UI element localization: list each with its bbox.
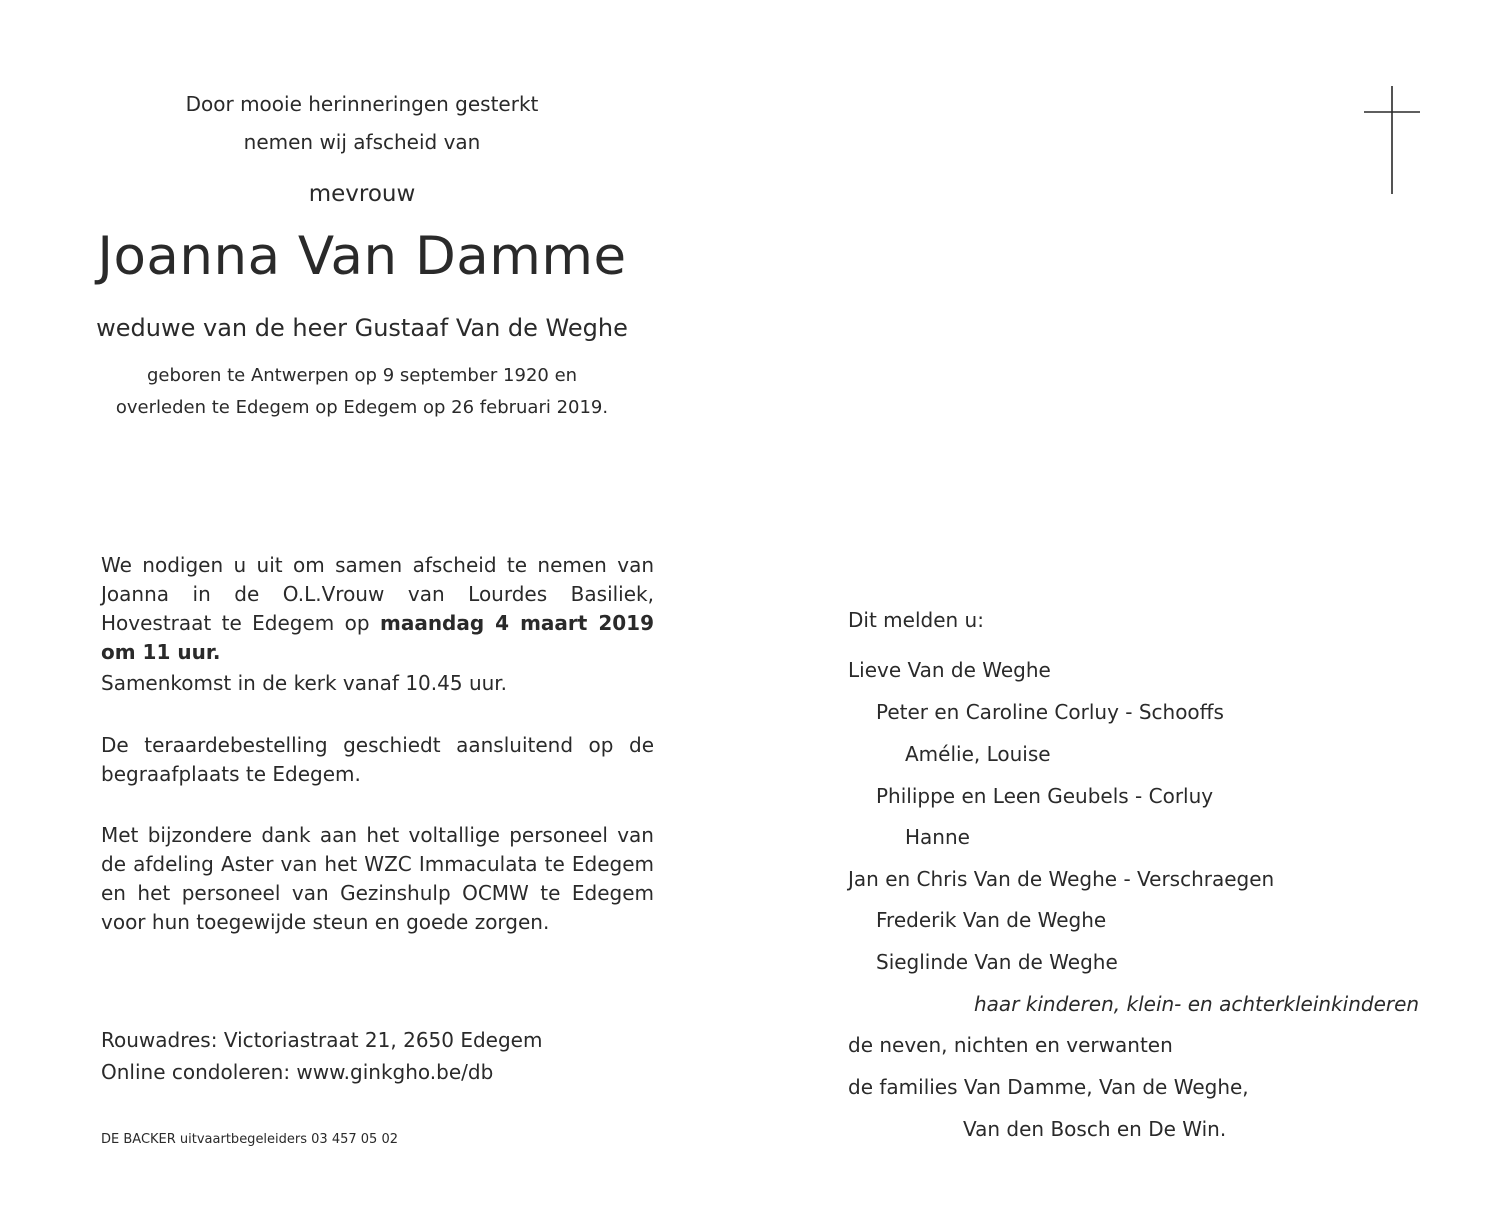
- family-line: Philippe en Leen Geubels - Corluy: [876, 784, 1214, 808]
- family-line: de neven, nichten en verwanten: [848, 1033, 1173, 1057]
- announcement-title: Dit melden u:: [848, 608, 984, 632]
- ceremony-date: maandag 4 maart 2019 om 11 uur.: [101, 611, 654, 664]
- birth-line: geboren te Antwerpen op 9 september 1920 en: [146, 365, 578, 386]
- family-line: Hanne: [905, 825, 970, 849]
- family-line: Sieglinde Van de Weghe: [876, 950, 1118, 974]
- family-line: Amélie, Louise: [905, 742, 1051, 766]
- intro-line-2: nemen wij afscheid van: [243, 130, 481, 154]
- undertaker-credit: DE BACKER uitvaartbegeleiders 03 457 05 02: [101, 1132, 398, 1147]
- thanks-paragraph: Met bijzondere dank aan het voltallige personeel van de afdeling Aster van het WZC Immaculata te Edegem en het personeel van Gezinshulp OCMW te Edegem voor hun toegewijde steun en goede zorgen.: [101, 823, 654, 934]
- online-condolence: Online condoleren: www.ginkgho.be/db: [101, 1060, 494, 1084]
- family-line: Jan en Chris Van de Weghe - Verschraegen: [848, 867, 1275, 891]
- burial-paragraph: De teraardebestelling geschiedt aansluitend op de begraafplaats te Edegem.: [101, 733, 654, 786]
- family-line: Lieve Van de Weghe: [848, 658, 1051, 682]
- gathering-paragraph: Samenkomst in de kerk vanaf 10.45 uur.: [101, 671, 508, 695]
- family-line: Van den Bosch en De Win.: [963, 1117, 1227, 1141]
- widow-of-line: weduwe van de heer Gustaaf Van de Weghe: [96, 314, 628, 342]
- cross-icon: [1364, 86, 1420, 194]
- salutation: mevrouw: [308, 181, 416, 207]
- family-line-italic: haar kinderen, klein- en achterkleinkinderen: [974, 992, 1420, 1016]
- intro-line-1: Door mooie herinneringen gesterkt: [185, 92, 539, 116]
- family-line: Peter en Caroline Corluy - Schooffs: [876, 700, 1224, 724]
- family-line: Frederik Van de Weghe: [876, 908, 1107, 932]
- family-line: de families Van Damme, Van de Weghe,: [848, 1075, 1249, 1099]
- death-line: overleden te Edegem op Edegem op 26 februari 2019.: [115, 397, 609, 418]
- deceased-name: Joanna Van Damme: [97, 226, 627, 287]
- ceremony-text: We nodigen u uit om samen afscheid te nemen van Joanna in de O.L.Vrouw van Lourdes Basiliek, Hovestraat te Edegem op: [101, 553, 654, 635]
- ceremony-paragraph: [101, 551, 654, 667]
- mourning-address: Rouwadres: Victoriastraat 21, 2650 Edegem: [101, 1028, 543, 1052]
